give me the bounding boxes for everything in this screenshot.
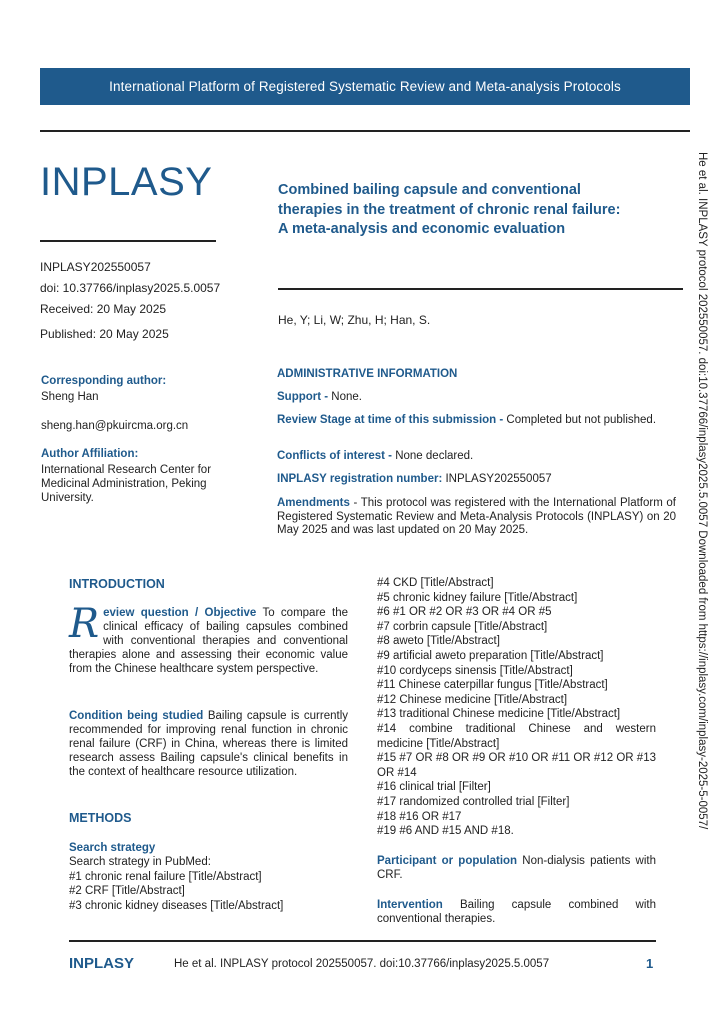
amendments-label: Amendments xyxy=(277,497,350,509)
corresponding-author-label: Corresponding author: xyxy=(41,375,167,387)
search-item: #16 clinical trial [Filter] xyxy=(377,781,491,794)
intervention-text: Bailing capsule combined with conventional therapies. xyxy=(377,899,656,925)
search-item: #8 aweto [Title/Abstract] xyxy=(377,635,500,648)
affiliation-line-3: University. xyxy=(41,492,94,504)
search-item: #7 corbrin capsule [Title/Abstract] xyxy=(377,620,548,633)
condition-label: Condition being studied xyxy=(69,710,204,722)
header-rule xyxy=(40,130,690,132)
review-stage-label: Review Stage at time of this submission - xyxy=(277,414,504,426)
search-item: #6 #1 OR #2 OR #3 OR #4 OR #5 xyxy=(377,606,552,619)
search-item: #10 cordyceps sinensis [Title/Abstract] xyxy=(377,664,573,677)
search-item: #5 chronic kidney failure [Title/Abstract] xyxy=(377,591,578,604)
intervention-paragraph xyxy=(377,898,656,926)
amendments-value: - This protocol was registered with the International Platform of Registered Systematic Review and Meta-Analysis Protocols (INPLASY) on 20 May 2025 and was last updated on 20 May 2025. xyxy=(277,497,676,536)
introduction-heading: INTRODUCTION xyxy=(69,577,165,591)
dropcap-letter: R xyxy=(69,601,100,647)
search-item: #18 #16 OR #17 xyxy=(377,810,462,823)
search-item: #17 randomized controlled trial [Filter] xyxy=(377,795,570,808)
title-line-3: A meta-analysis and economic evaluation xyxy=(278,221,566,237)
participant-paragraph xyxy=(377,854,656,882)
search-item: #3 chronic kidney diseases [Title/Abstract] xyxy=(69,899,284,912)
conflicts-value: None declared. xyxy=(392,450,474,462)
title-line-2: therapies in the treatment of chronic renal failure: xyxy=(278,201,621,218)
search-item: #1 chronic renal failure [Title/Abstract] xyxy=(69,870,262,883)
corresponding-author-email[interactable]: sheng.han@pkuircma.org.cn xyxy=(41,420,189,432)
affiliation-line-2: Medicinal Administration, Peking xyxy=(41,478,207,490)
author-list: He, Y; Li, W; Zhu, H; Han, S. xyxy=(278,313,431,327)
admin-review-stage xyxy=(277,414,676,428)
participant-label: Participant or population xyxy=(377,855,518,867)
search-strategy-label: Search strategy xyxy=(69,842,156,854)
received-date: Received: 20 May 2025 xyxy=(40,302,167,316)
review-question-text: To compare the clinical efficacy of bailing capsules combined with conventional therapies and conventional therapies alone and assessing their economic value from the Chinese healthcare system perspective. xyxy=(69,607,348,675)
admin-heading: ADMINISTRATIVE INFORMATION xyxy=(277,368,458,380)
admin-amendments xyxy=(277,497,676,538)
footer-citation: He et al. INPLASY protocol 202550057. doi:10.37766/inplasy2025.5.0057 xyxy=(174,958,550,970)
corresponding-author-name: Sheng Han xyxy=(41,391,99,403)
footer-rule xyxy=(69,940,656,942)
affiliation-line-1: International Research Center for xyxy=(41,464,212,476)
methods-heading: METHODS xyxy=(69,811,132,825)
search-item: #19 #6 AND #15 AND #18. xyxy=(377,825,514,838)
header-banner xyxy=(40,68,690,105)
title-rule xyxy=(278,288,683,290)
affiliation-label: Author Affiliation: xyxy=(41,448,139,460)
page-number: 1 xyxy=(646,956,654,971)
admin-registration xyxy=(277,473,676,487)
registration-value: INPLASY202550057 xyxy=(442,473,552,485)
admin-support xyxy=(277,391,676,405)
search-item: #11 Chinese caterpillar fungus [Title/Abstract] xyxy=(377,679,608,692)
support-label: Support - xyxy=(277,391,329,403)
search-item: #13 traditional Chinese medicine [Title/Abstract] xyxy=(377,708,621,721)
search-item: #12 Chinese medicine [Title/Abstract] xyxy=(377,693,568,706)
search-intro: Search strategy in PubMed: xyxy=(69,856,211,868)
review-question-paragraph xyxy=(69,601,348,676)
search-item: #15 #7 OR #8 OR #9 OR #10 OR #11 OR #12 OR #13 OR #14 xyxy=(377,752,656,779)
protocol-id: INPLASY202550057 xyxy=(40,260,151,274)
review-question-label: eview question / Objective xyxy=(103,607,257,619)
registration-label: INPLASY registration number: xyxy=(277,473,443,485)
article-title xyxy=(278,181,678,240)
footer-brand: INPLASY xyxy=(69,955,135,972)
search-item: #2 CRF [Title/Abstract] xyxy=(69,885,185,898)
search-strategy-label-row xyxy=(69,841,348,855)
condition-paragraph xyxy=(69,709,348,779)
search-item: #4 CKD [Title/Abstract] xyxy=(377,577,494,589)
title-line-1: Combined bailing capsule and conventional xyxy=(278,182,581,198)
review-stage-value: Completed but not published. xyxy=(503,414,657,426)
search-list-left xyxy=(69,855,348,913)
condition-text: Bailing capsule is currently recommended for improving renal function in chronic renal failure (CRF) in China, whereas there is limited research assess Bailing capsule's clinical benefits in the context of healthcare resource utilization. xyxy=(69,710,348,778)
side-download-note: He et al. INPLASY protocol 202550057. doi:10.37766/inplasy2025.5.0057 Downloaded from https://inplasy.com/inplasy-2025-5-0057/ xyxy=(696,152,708,830)
doi-link[interactable]: doi: 10.37766/inplasy2025.5.0057 xyxy=(40,281,221,295)
search-item: #14 combine traditional Chinese and western medicine [Title/Abstract] xyxy=(377,722,656,750)
conflicts-label: Conflicts of interest - xyxy=(277,450,393,462)
participant-text: Non-dialysis patients with CRF. xyxy=(377,855,656,881)
brand-logo: INPLASY xyxy=(40,160,213,204)
banner-text: International Platform of Registered Systematic Review and Meta-analysis Protocols xyxy=(109,79,621,94)
brand-rule xyxy=(40,240,216,242)
intervention-label: Intervention xyxy=(377,899,443,911)
admin-conflicts xyxy=(277,450,676,464)
search-list-right xyxy=(377,576,656,839)
support-value: None. xyxy=(328,391,362,403)
search-item: #9 artificial aweto preparation [Title/Abstract] xyxy=(377,649,604,662)
published-date: Published: 20 May 2025 xyxy=(40,327,169,341)
